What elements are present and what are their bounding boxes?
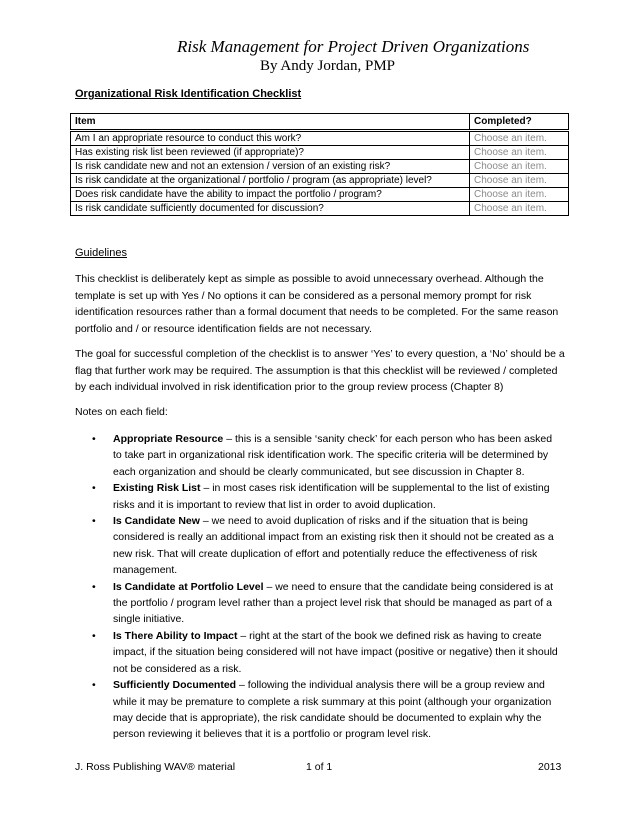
- bullet-icon: •: [92, 433, 96, 445]
- completed-dropdown[interactable]: Choose an item.: [470, 174, 569, 188]
- completed-dropdown[interactable]: Choose an item.: [470, 202, 569, 216]
- table-header-row: [71, 114, 569, 131]
- table-row: [71, 202, 569, 216]
- note-text: – this is a sensible ‘sanity check’ for each person who has been asked to take part in organizational risk identification work. The specific criteria will be determined by each organization and should be clearly communicated, but see discussion in Chapter 8.: [113, 433, 553, 478]
- bullet-icon: •: [92, 679, 96, 692]
- note-term: Is There Ability to Impact: [113, 629, 238, 642]
- list-item: [92, 628, 562, 677]
- note-term: Sufficiently Documented: [113, 679, 237, 692]
- checklist-title: Organizational Risk Identification Checklist: [75, 88, 302, 100]
- table-row: [71, 160, 569, 174]
- bullet-icon: •: [92, 515, 96, 528]
- note-text: – we need to avoid duplication of risks and if the situation that is being considered is really an additional impact from an existing risk then it should not be created as a new risk. That will create duplication of effort and potentially reduce the effectiveness of risk management.: [113, 515, 554, 577]
- bullet-icon: •: [92, 580, 96, 593]
- completed-dropdown[interactable]: Choose an item.: [470, 188, 569, 202]
- checklist-item: Am I an appropriate resource to conduct this work?: [71, 131, 470, 146]
- footer-publisher: J. Ross Publishing WAV® material: [75, 761, 236, 773]
- list-item: [92, 431, 562, 480]
- note-term: Is Candidate at Portfolio Level: [113, 580, 264, 593]
- document-author: By Andy Jordan, PMP: [260, 58, 396, 74]
- footer-page-number: 1 of 1: [306, 761, 333, 773]
- checklist-item: Is risk candidate sufficiently documented for discussion?: [71, 202, 470, 216]
- column-header-completed: Completed?: [470, 114, 569, 131]
- guidelines-paragraph: The goal for successful completion of the checklist is to answer ‘Yes’ to every question, a ‘No’ should be a flag that further work may be required. The assumption is that this checklist will be reviewed / completed by each individual involved in risk identification prior to the group review process (Chapter 8): [75, 348, 565, 393]
- note-text: – following the individual analysis there will be a group review and while it may be premature to complete a risk summary at this point (although your organization may decide that is appropriate), the risk candidate should be documented to explain why the person reviewing it believes that it is a portfolio or program level risk.: [113, 679, 552, 741]
- guidelines-paragraph: This checklist is deliberately kept as simple as possible to avoid unnecessary overhead. Although the template is set up with Yes / No options it can be considered as a personal memory prompt for risk identification resources rather than a formal document that needs to be completed. For the same reason portfolio and / or resource identification fields are not necessary.: [75, 273, 559, 335]
- notes-intro: Notes on each field:: [75, 406, 168, 418]
- list-item: [92, 579, 562, 628]
- checklist-item: Does risk candidate have the ability to impact the portfolio / program?: [71, 188, 470, 202]
- table-row: [71, 146, 569, 160]
- list-item: [92, 677, 562, 743]
- note-text: – right at the start of the book we defined risk as having to create impact, if the situation being considered will not have impact (positive or negative) then it should not be considered as a risk.: [113, 629, 558, 675]
- table-row: [71, 188, 569, 202]
- checklist-item: Is risk candidate new and not an extension / version of an existing risk?: [71, 160, 470, 174]
- footer-year: 2013: [538, 761, 562, 773]
- notes-list: [92, 431, 562, 743]
- list-item: [92, 480, 562, 513]
- bullet-icon: •: [92, 629, 96, 642]
- list-item: [92, 513, 562, 579]
- note-term: Existing Risk List: [113, 482, 201, 495]
- table-row: [71, 174, 569, 188]
- column-header-item: Item: [71, 114, 470, 131]
- table-row: [71, 131, 569, 146]
- note-term: Appropriate Resource: [113, 433, 224, 445]
- checklist-item: Is risk candidate at the organizational / portfolio / program (as appropriate) level?: [71, 174, 470, 188]
- note-term: Is Candidate New: [113, 515, 200, 528]
- note-text: – in most cases risk identification will be supplemental to the list of existing risks and it is important to review that list in order to avoid duplication.: [113, 482, 550, 511]
- completed-dropdown[interactable]: Choose an item.: [470, 131, 569, 146]
- completed-dropdown[interactable]: Choose an item.: [470, 146, 569, 160]
- document-title: Risk Management for Project Driven Organizations: [177, 37, 530, 56]
- checklist-table: [70, 113, 569, 216]
- guidelines-heading: Guidelines: [75, 247, 127, 259]
- checklist-item: Has existing risk list been reviewed (if appropriate)?: [71, 146, 470, 160]
- completed-dropdown[interactable]: Choose an item.: [470, 160, 569, 174]
- bullet-icon: •: [92, 482, 96, 495]
- note-text: – we need to ensure that the candidate being considered is at the portfolio / program level rather than a project level risk that should be managed as part of a single initiative.: [113, 580, 554, 626]
